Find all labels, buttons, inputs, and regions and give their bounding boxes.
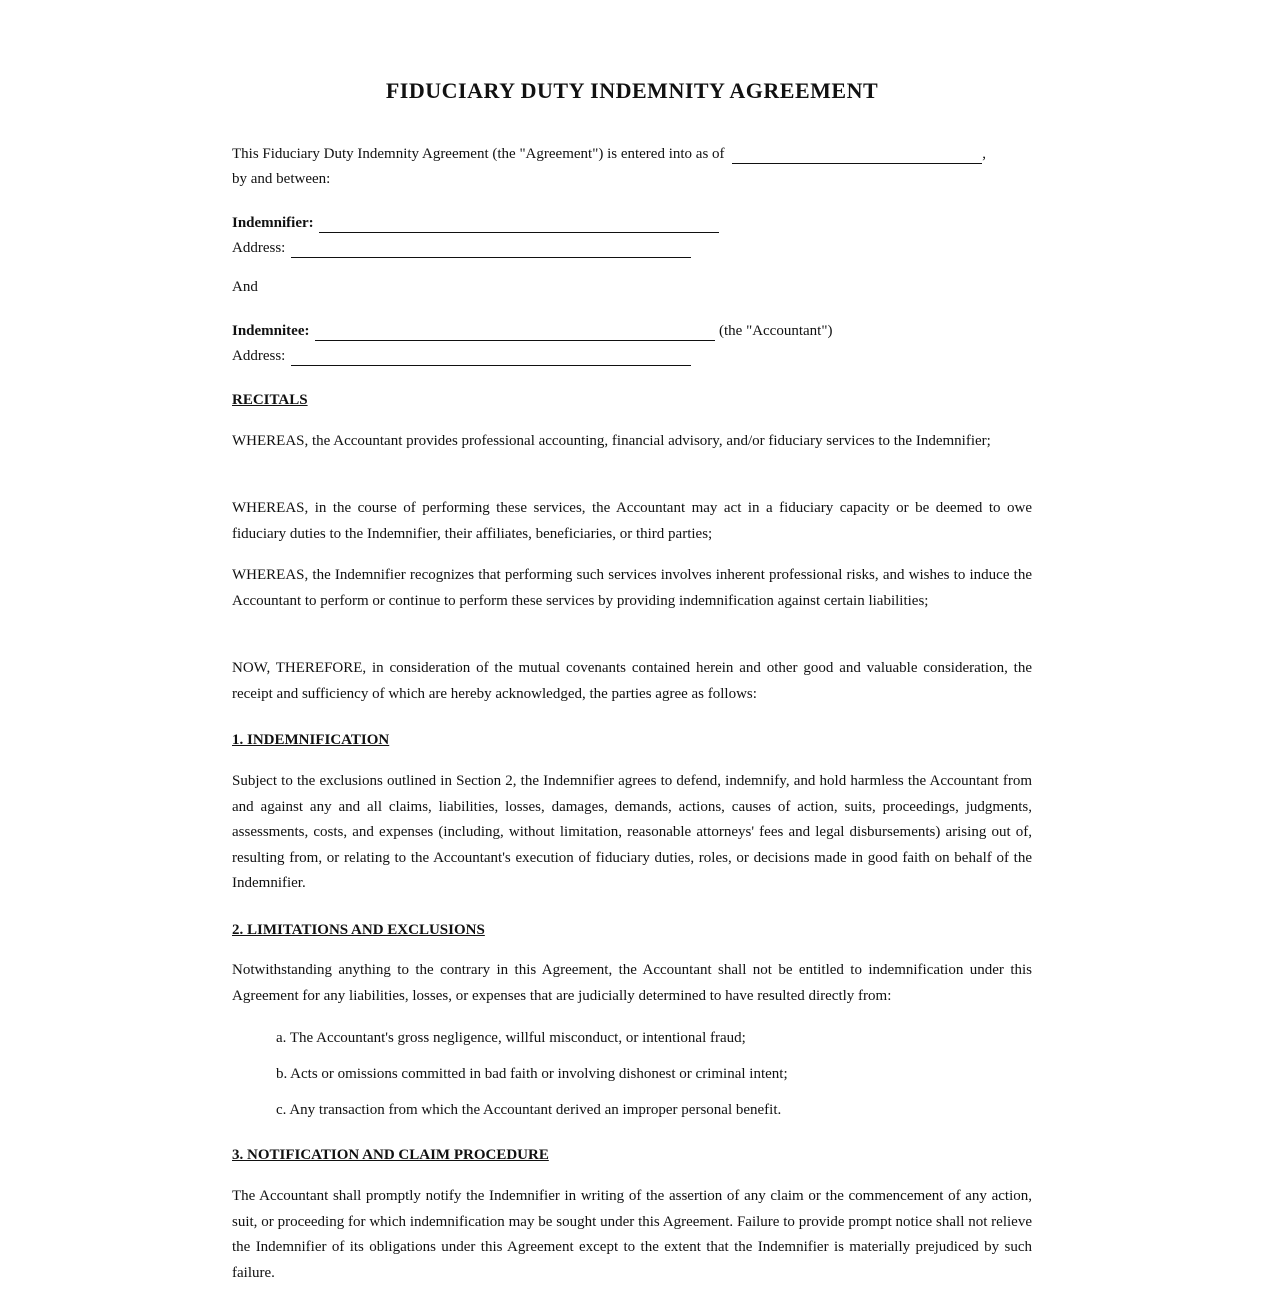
indemnifier-name-blank[interactable] xyxy=(319,212,719,233)
intro-line xyxy=(232,143,1032,164)
section-3-heading: 3. NOTIFICATION AND CLAIM PROCEDURE xyxy=(232,1147,549,1163)
intro-text: This Fiduciary Duty Indemnity Agreement (the "Agreement") is entered into as of xyxy=(232,146,725,162)
indemnitee-address-blank[interactable] xyxy=(291,345,691,366)
section-3-body: The Accountant shall promptly notify the Indemnifier in writing of the assertion of any claim or the commencement of any action, suit, or proceeding for which indemnification may be sought under this Agreement. Failure to provide prompt notice shall not relieve the Indemnifier of its obligations under this Agreement except to the extent that the Indemnifier is materially prejudiced by such failure. xyxy=(232,1188,1032,1281)
recital-paragraph-1: WHEREAS, the Accountant provides professional accounting, financial advisory, and/or fiduciary services to the Indemnifier; xyxy=(232,433,991,449)
indemnifier-address-line xyxy=(232,237,691,258)
section-2-body: Notwithstanding anything to the contrary in this Agreement, the Accountant shall not be entitled to indemnification under this Agreement for any liabilities, losses, or expenses that are judicially determined to have resulted directly from: xyxy=(232,962,1032,1004)
indemnifier-line xyxy=(232,212,719,233)
indemnitee-name-blank[interactable] xyxy=(315,320,715,341)
recitals-heading: RECITALS xyxy=(232,392,308,408)
indemnitee-label: Indemnitee: xyxy=(232,323,310,339)
recital-paragraph-4: NOW, THEREFORE, in consideration of the mutual covenants contained herein and other good and valuable consideration, the receipt and sufficiency of which are hereby acknowledged, the parties agree as follows: xyxy=(232,660,1032,702)
indemnitee-address-line xyxy=(232,345,691,366)
document-title: FIDUCIARY DUTY INDEMNITY AGREEMENT xyxy=(385,78,879,103)
exclusion-item-b: b. Acts or omissions committed in bad faith or involving dishonest or criminal intent; xyxy=(276,1066,788,1082)
exclusion-item-c: c. Any transaction from which the Accountant derived an improper personal benefit. xyxy=(276,1102,782,1118)
recital-paragraph-3: WHEREAS, the Indemnifier recognizes that performing such services involves inherent professional risks, and wishes to induce the Accountant to perform or continue to perform these services by providing indemnification against certain liabilities; xyxy=(232,567,1032,609)
indemnitee-line xyxy=(232,320,832,341)
intro-line-2: by and between: xyxy=(232,171,331,187)
indemnitee-address-label: Address: xyxy=(232,348,286,364)
section-2-heading: 2. LIMITATIONS AND EXCLUSIONS xyxy=(232,922,485,938)
and-text: And xyxy=(232,279,258,295)
indemnitee-suffix: (the "Accountant") xyxy=(719,323,833,339)
intro-comma: , xyxy=(982,146,987,162)
date-blank[interactable] xyxy=(732,143,982,164)
section-1-body: Subject to the exclusions outlined in Section 2, the Indemnifier agrees to defend, indemnify, and hold harmless the Accountant from and against any and all claims, liabilities, losses, damages, demands, actions, causes of action, suits, proceedings, judgments, assessments, costs, and expenses (including, without limitation, reasonable attorneys' fees and legal disbursements) arising out of, resulting from, or relating to the Accountant's execution of fiduciary duties, roles, or decisions made in good faith on behalf of the Indemnifier. xyxy=(232,773,1032,891)
exclusion-item-a: a. The Accountant's gross negligence, willful misconduct, or intentional fraud; xyxy=(276,1030,746,1046)
section-1-heading: 1. INDEMNIFICATION xyxy=(232,732,390,748)
recital-paragraph-2: WHEREAS, in the course of performing these services, the Accountant may act in a fiduciary capacity or be deemed to owe fiduciary duties to the Indemnifier, their affiliates, beneficiaries, or third parties; xyxy=(232,500,1032,542)
indemnifier-label: Indemnifier: xyxy=(232,215,314,231)
indemnifier-address-label: Address: xyxy=(232,240,286,256)
indemnifier-address-blank[interactable] xyxy=(291,237,691,258)
